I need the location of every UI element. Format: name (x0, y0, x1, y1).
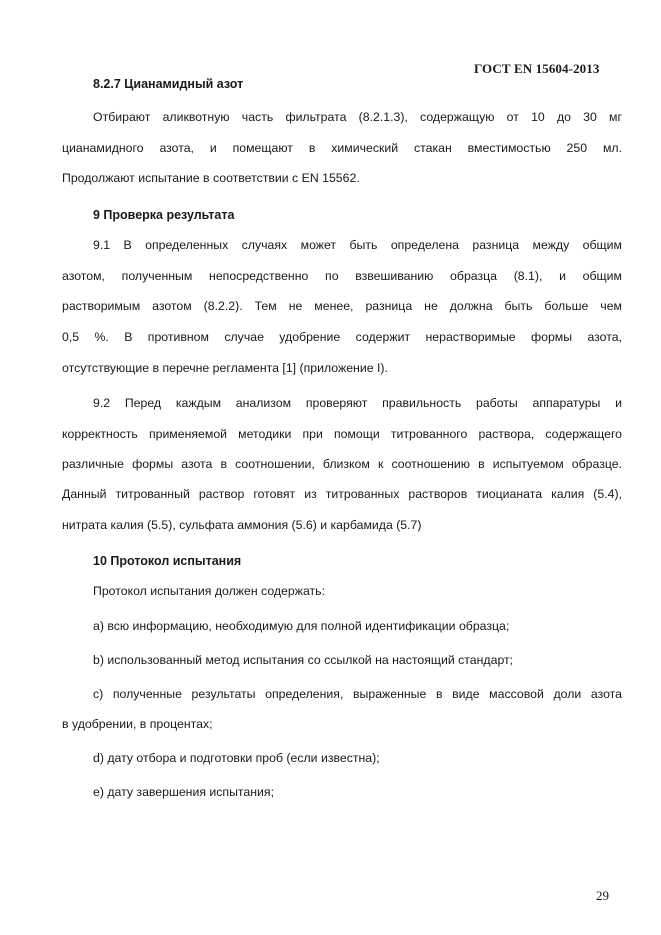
para-9-1-line-1: 9.1 В определенных случаях может быть определена разница между общим (93, 238, 622, 252)
para-9-1-line-5: отсутствующие в перечне регламента [1] (приложение I). (62, 361, 388, 375)
report-item-d: d) дату отбора и подготовки проб (если известна); (93, 751, 380, 765)
report-item-a: а) всю информацию, необходимую для полной идентификации образца; (93, 619, 510, 633)
report-item-c-line-2: в удобрении, в процентах; (62, 717, 213, 731)
standard-designation: ГОСТ EN 15604-2013 (474, 61, 600, 76)
para-9-1-line-2: азотом, полученным непосредственно по взвешиванию образца (8.1), и общим (62, 269, 622, 283)
page-number: 29 (596, 888, 609, 903)
para-9-2-line-2: корректность применяемой методики при помощи титрованного раствора, содержащего (62, 427, 622, 441)
section-9-heading: 9 Проверка результата (93, 208, 235, 222)
section-8-2-7-heading: 8.2.7 Цианамидный азот (93, 77, 244, 91)
report-item-b: b) использованный метод испытания со ссылкой на настоящий стандарт; (93, 653, 514, 667)
para-9-1-line-4: 0,5 %. В противном случае удобрение содержит нерастворимые формы азота, (62, 330, 622, 344)
section-8-2-7-line-2: цианамидного азота, и помещают в химический стакан вместимостью 250 мл. (62, 141, 622, 155)
section-10-heading: 10 Протокол испытания (93, 554, 242, 568)
section-8-2-7-line-3: Продолжают испытание в соответствии с EN 15562. (62, 171, 360, 185)
para-9-2-line-3: различные формы азота в соотношении, близком к соотношению в испытуемом образце. (62, 457, 622, 471)
para-9-2-line-5: нитрата калия (5.5), сульфата аммония (5.6) и карбамида (5.7) (62, 518, 422, 532)
para-9-1-line-3: растворимым азотом (8.2.2). Тем не менее, разница не должна быть больше чем (62, 299, 622, 313)
report-intro: Протокол испытания должен содержать: (93, 584, 325, 598)
report-item-c-line-1: c) полученные результаты определения, выраженные в виде массовой доли азота (93, 687, 622, 701)
report-item-e: е) дату завершения испытания; (93, 785, 275, 799)
para-9-2-line-4: Данный титрованный раствор готовят из титрованных растворов тиоцианата калия (5.4), (62, 487, 622, 501)
section-8-2-7-line-1: Отбирают аликвотную часть фильтрата (8.2.1.3), содержащую от 10 до 30 мг (93, 110, 622, 124)
para-9-2-line-1: 9.2 Перед каждым анализом проверяют правильность работы аппаратуры и (93, 396, 622, 410)
